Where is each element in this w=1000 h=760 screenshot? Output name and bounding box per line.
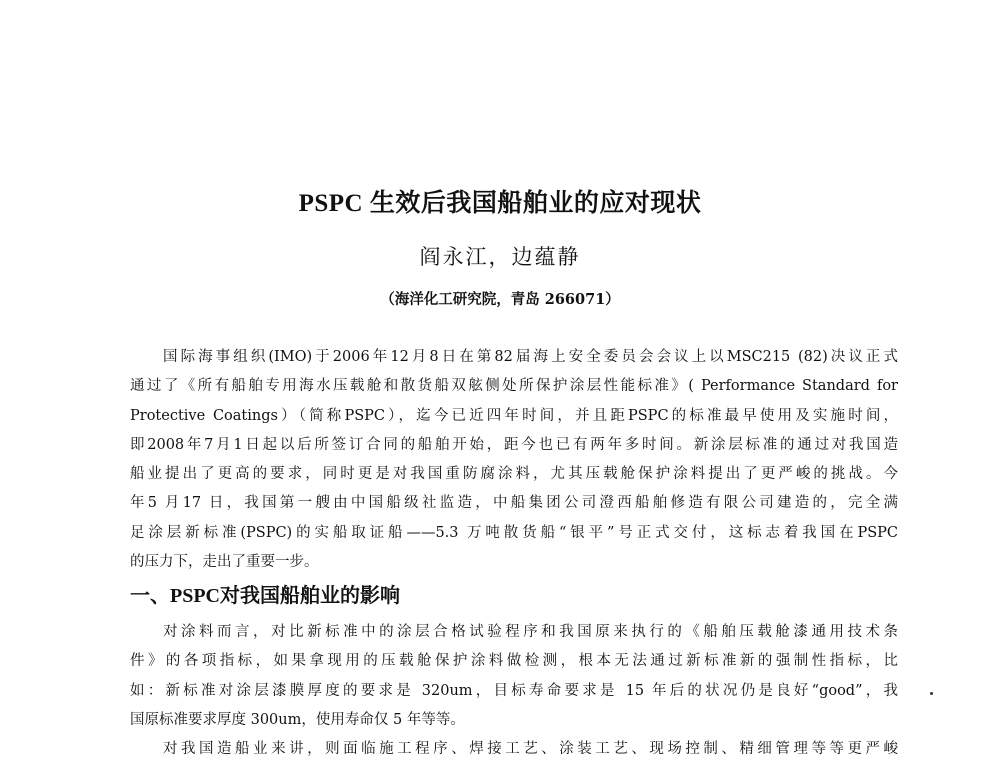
intro-line: Protective Coatings）（简称PSPC），迄今已近四年时间，并且距PSPC的标准最早使用及实施时间， <box>130 407 898 424</box>
body-line: 件》的各项指标，如果拿现用的压载舱保护涂料做检测，根本无法通过新标准新的强制性指标，比 <box>130 653 898 670</box>
intro-line: 年5 月17 日，我国第一艘由中国船级社监造，中船集团公司澄西船舶修造有限公司建造的，完全满 <box>130 495 898 512</box>
section1-paragraph-2 <box>130 735 898 760</box>
intro-line: 国际海事组织(IMO)于2006年12月8日在第82届海上安全委员会会议上以MSC215 (82)决议正式 <box>163 349 898 365</box>
paper-authors: 阎永江，边蕴静 <box>419 245 581 269</box>
section-heading: 一、PSPC对我国船舶业的影响 <box>130 585 400 607</box>
body-line: 对涂料而言，对比新标准中的涂层合格试验程序和我国原来执行的《船舶压载舱漆通用技术条 <box>163 624 898 640</box>
body-line: 国原标准要求厚度 300um，使用寿命仅 5 年等等。 <box>130 711 465 728</box>
body-line: 对我国造船业来讲，则面临施工程序、焊接工艺、涂装工艺、现场控制、精细管理等等更严峻 <box>163 741 898 757</box>
body-line: 如：新标准对涂层漆膜厚度的要求是 320um，目标寿命要求是 15 年后的状况仍是良好“good”，我 <box>130 682 898 699</box>
intro-line: 足涂层新标准(PSPC)的实船取证船——5.3 万吨散货船“银平”号正式交付，这标志着我国在PSPC <box>130 524 898 541</box>
intro-line: 通过了《所有船舶专用海水压载舱和散货船双舷侧处所保护涂层性能标准》( Performance Standard for <box>130 378 898 395</box>
intro-line: 的压力下，走出了重要一步。 <box>130 554 319 571</box>
paper-affiliation: （海洋化工研究院，青岛 266071） <box>380 291 620 308</box>
intro-line: 船业提出了更高的要求，同时更是对我国重防腐涂料，尤其压载舱保护涂料提出了更严峻的挑战。今 <box>130 466 898 483</box>
intro-line: 即2008年7月1日起以后所签订合同的船舶开始，距今也已有两年多时间。新涂层标准的通过对我国造 <box>130 436 898 453</box>
scan-speck <box>930 692 933 695</box>
paper-title: PSPC 生效后我国船舶业的应对现状 <box>298 190 702 217</box>
intro-paragraph <box>130 343 898 577</box>
section1-paragraph-1 <box>130 618 898 735</box>
